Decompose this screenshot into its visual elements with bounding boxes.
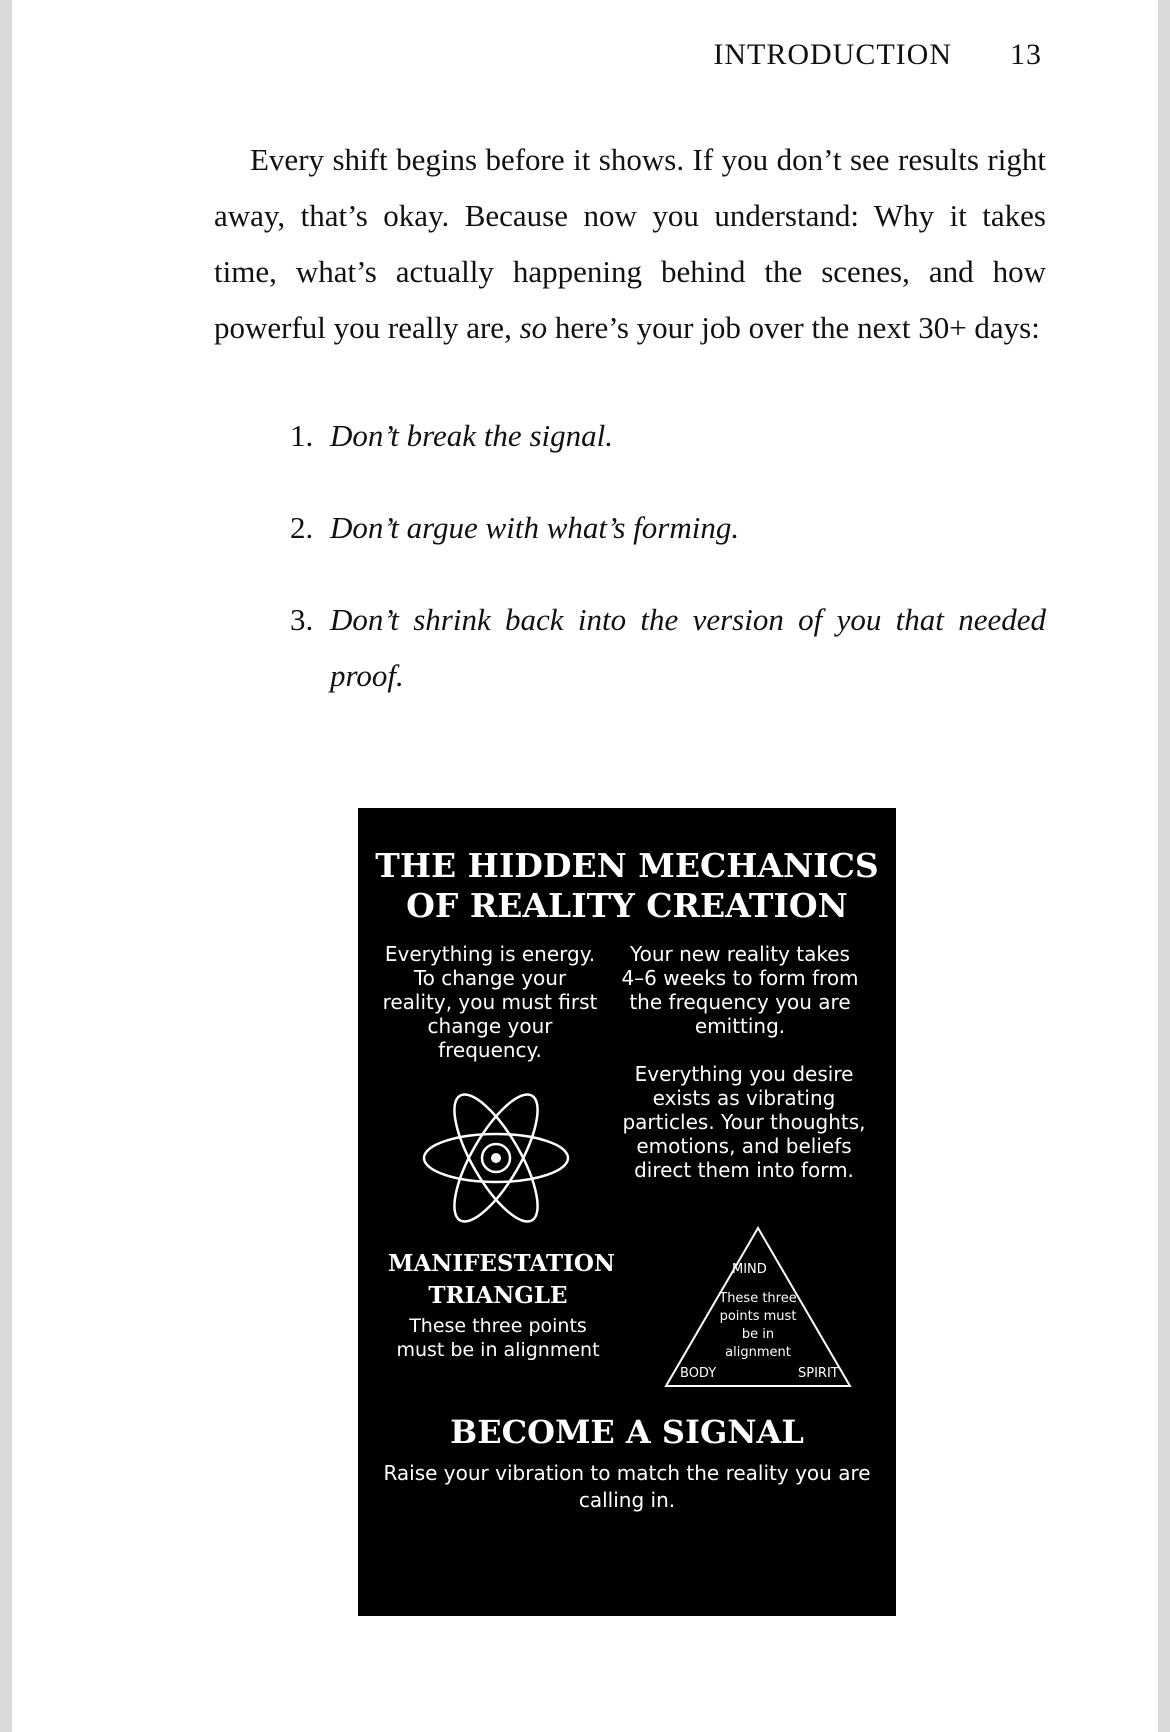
- step-text: Don’t break the signal.: [330, 418, 613, 453]
- atom-icon: [416, 1078, 576, 1238]
- cta-title: BECOME A SIGNAL: [450, 1413, 804, 1451]
- running-head: [713, 38, 1042, 72]
- infographic-card: [358, 808, 896, 1616]
- triangle-label-body: BODY: [680, 1366, 717, 1381]
- step-number: 3.: [290, 602, 314, 637]
- energy-text: Everything is energy. To change your reality, you must first change your frequency.: [382, 942, 598, 1062]
- step-number: 2.: [290, 510, 314, 545]
- paragraph-text-end: here’s your job over the next 30+ days:: [547, 310, 1040, 345]
- title-line-1: THE HIDDEN MECHANICS: [375, 846, 879, 885]
- steps-list: [290, 408, 1046, 740]
- timing-text: Your new reality takes 4–6 weeks to form from the frequency you are emitting.: [621, 942, 859, 1038]
- infographic-title: [358, 846, 896, 926]
- triangle-note: These three points must be in alignment: [396, 1315, 600, 1361]
- paragraph: [214, 132, 1046, 356]
- particles-text: Everything you desire exists as vibrating particles. Your thoughts, emotions, and beliefs direct them into form.: [622, 1062, 866, 1182]
- cta-text: Raise your vibration to match the reality you are calling in.: [383, 1461, 871, 1512]
- page-number: 13: [1010, 38, 1042, 71]
- list-item: [290, 592, 1046, 704]
- paragraph-italic-word: so: [519, 310, 548, 345]
- body-paragraph: [214, 132, 1046, 356]
- title-line-2: OF REALITY CREATION: [406, 886, 848, 925]
- triangle-label-spirit: SPIRIT: [798, 1366, 839, 1381]
- list-item: [290, 408, 1046, 464]
- paragraph-text-start: Every shift begins before it shows. If you don’t see results right away, that’s okay. Because now you understand: Why it takes time, what’s actually happening behind the scenes, and how powerful you really are,: [214, 142, 1046, 345]
- triangle-label-mind: MIND: [732, 1262, 767, 1277]
- list-item: [290, 500, 1046, 556]
- step-number: 1.: [290, 418, 314, 453]
- step-text: Don’t argue with what’s forming.: [330, 510, 740, 545]
- triangle-inner-text: These three points must be in alignment: [719, 1291, 797, 1360]
- step-text: Don’t shrink back into the version of you that needed proof.: [330, 602, 1046, 693]
- triangle-title: MANIFESTATION TRIANGLE: [388, 1250, 615, 1309]
- chapter-title: INTRODUCTION: [713, 38, 952, 71]
- book-page: [12, 0, 1158, 1732]
